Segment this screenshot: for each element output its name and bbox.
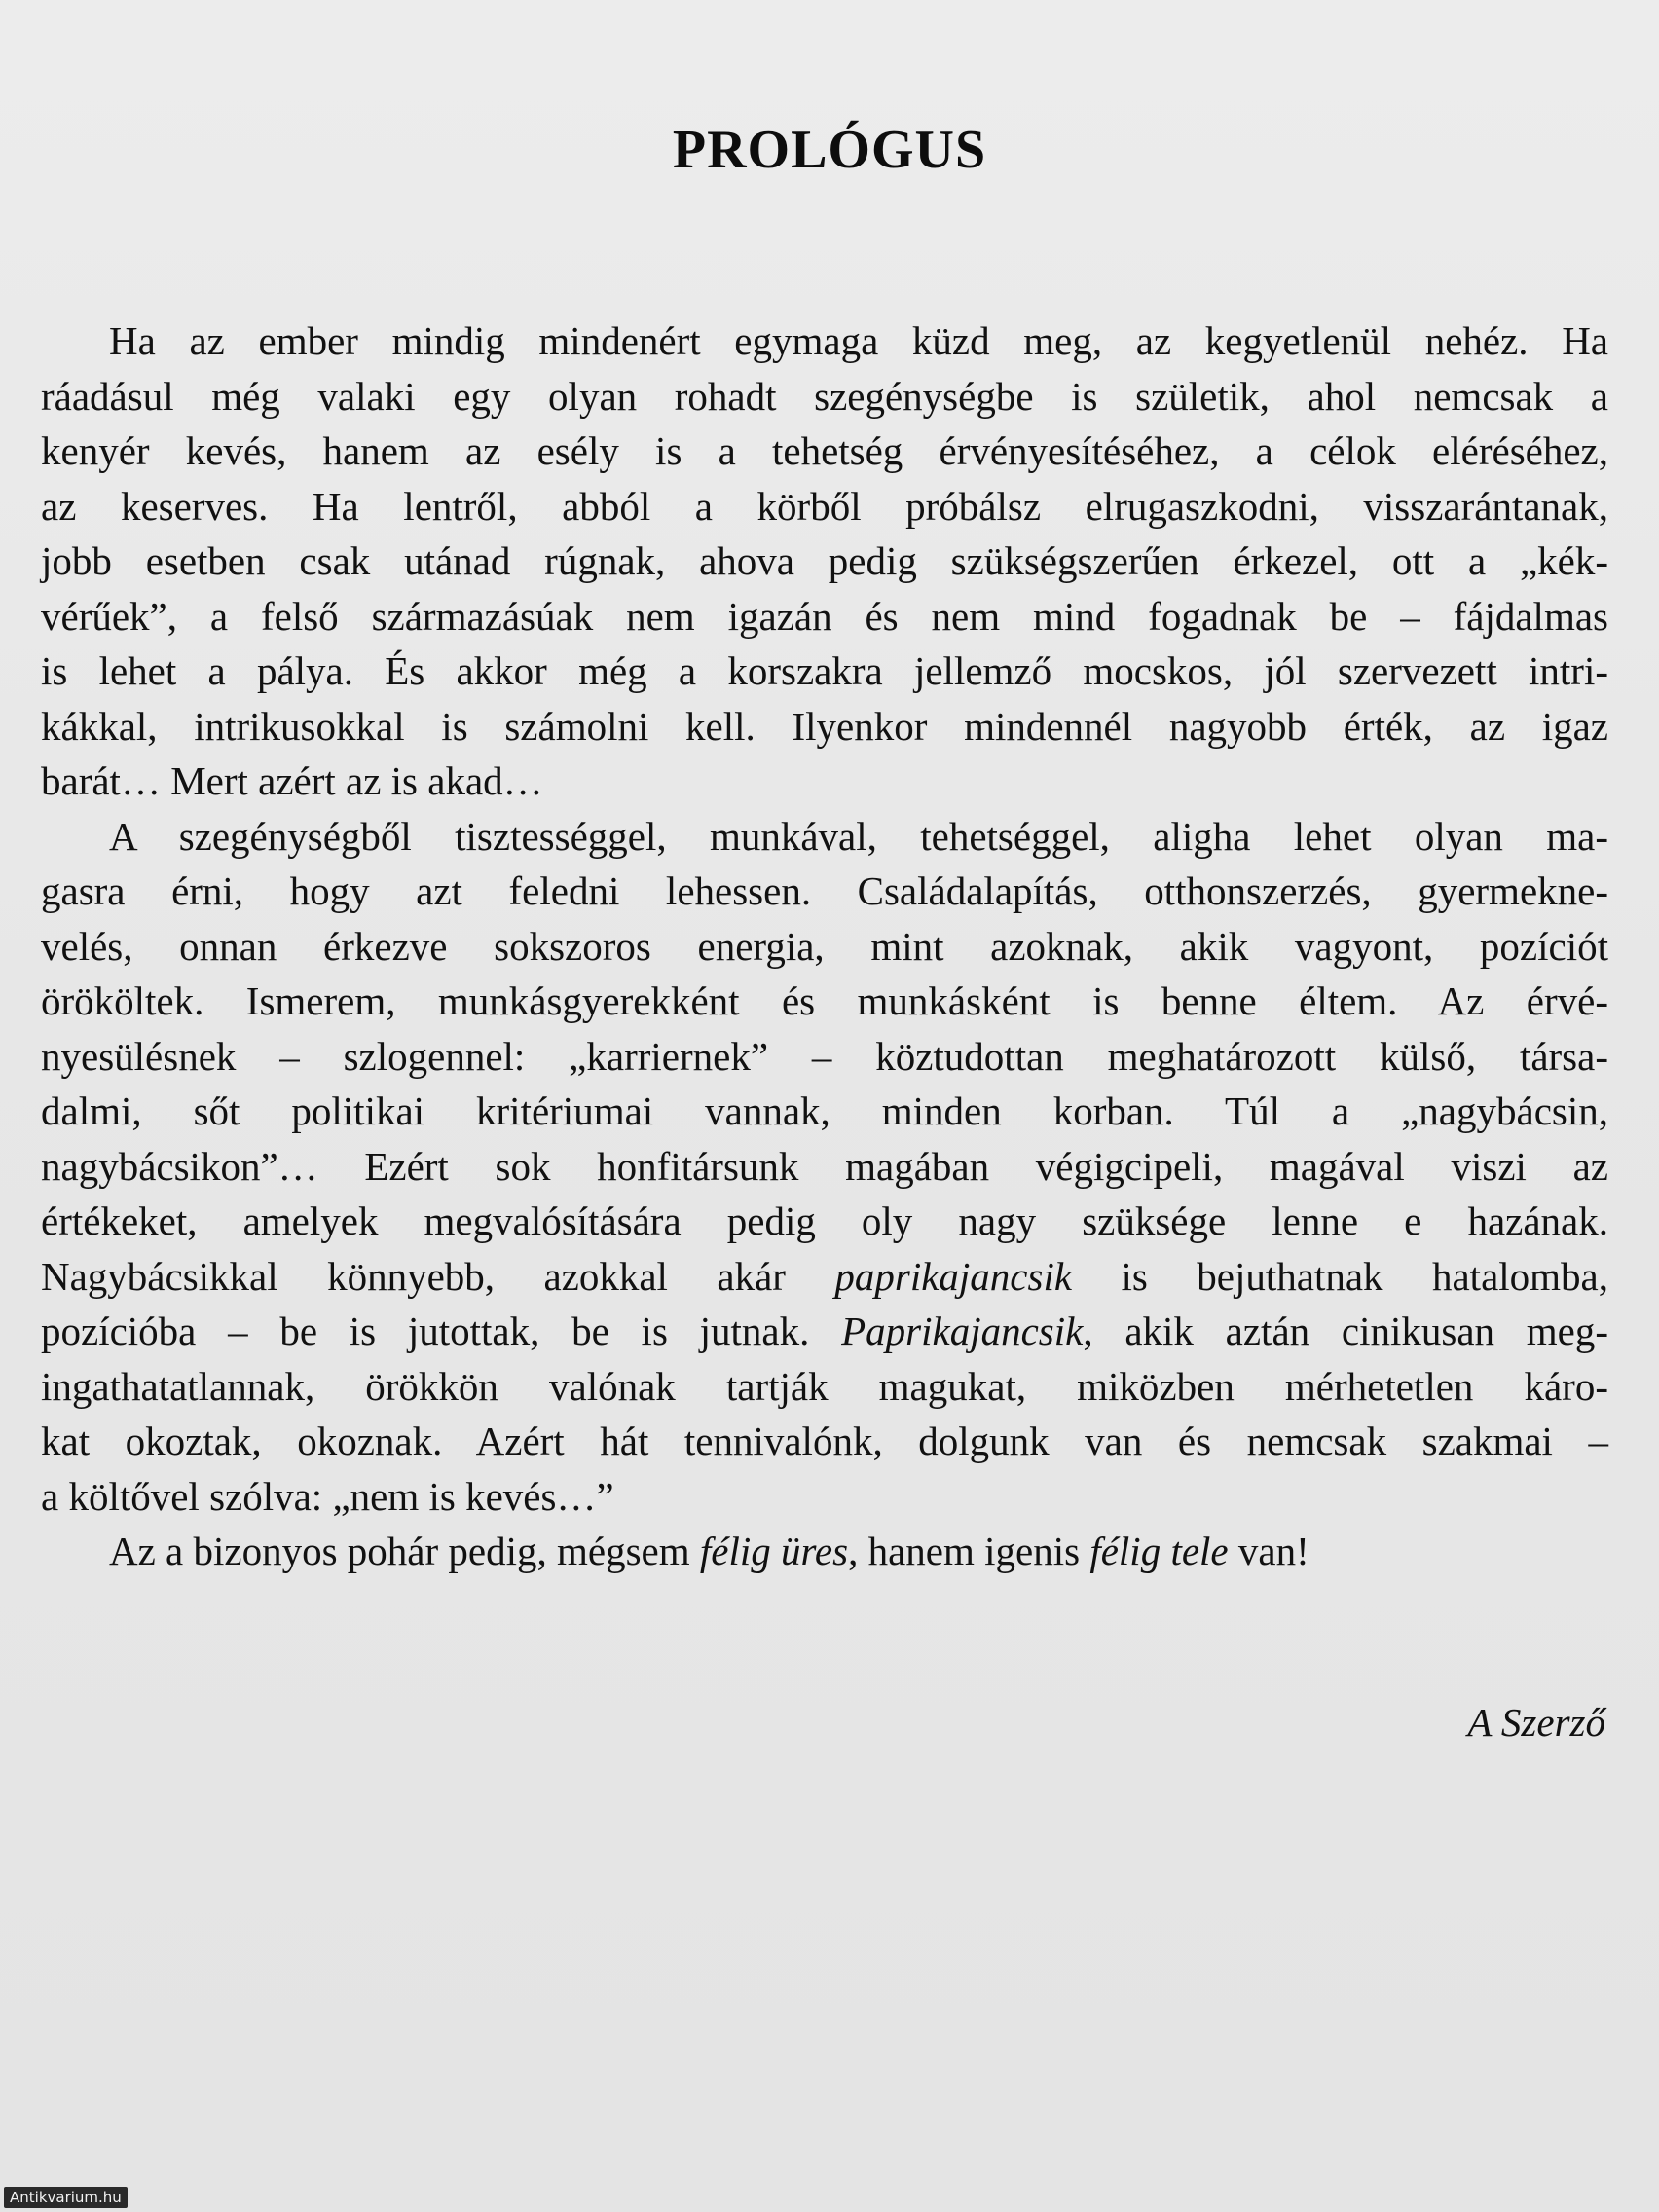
text-line: az keserves. Ha lentről, abból a körből próbálsz elrugaszkodni, visszarántanak, [41, 483, 1608, 529]
text-line: ingathatatlannak, örökkön valónak tartják magukat, miközben mérhetetlen káro- [41, 1363, 1608, 1409]
text-line: Ha az ember mindig mindenért egymaga küzd meg, az kegyetlenül nehéz. Ha [109, 318, 1608, 363]
prologue-body [41, 313, 1608, 1579]
text-line: nagybácsikon”… Ezért sok honfitársunk magában végigcipeli, magával viszi az [41, 1143, 1608, 1189]
text-line: értékeket, amelyek megvalósítására pedig oly nagy szüksége lenne e hazának. [41, 1198, 1608, 1243]
text-line: a költővel szólva: „nem is kevés…” [41, 1473, 614, 1519]
text-line: Az a bizonyos pohár pedig, mégsem félig üres, hanem igenis félig tele van! [109, 1529, 1309, 1573]
text-line: vérűek”, a felső származásúak nem igazán és nem mind fogadnak be – fájdalmas [41, 593, 1608, 639]
text-line: is lehet a pálya. És akkor még a korszakra jellemző mocskos, jól szervezett intri- [41, 648, 1608, 693]
paragraph-3 [41, 1524, 1608, 1579]
paragraph-2 [41, 809, 1608, 1525]
text-line: dalmi, sőt politikai kritériumai vannak, minden korban. Túl a „nagybácsin, [41, 1088, 1608, 1133]
text-line: kákkal, intrikusokkal is számolni kell. Ilyenkor mindennél nagyobb érték, az igaz [41, 703, 1608, 749]
text-line: jobb esetben csak utánad rúgnak, ahova pedig szükségszerűen érkezel, ott a „kék- [41, 538, 1608, 583]
text-line: pozícióba – be is jutottak, be is jutnak. Paprikajancsik, akik aztán cinikusan meg- [41, 1309, 1608, 1353]
page-title: PROLÓGUS [672, 120, 987, 180]
text-line: ráadásul még valaki egy olyan rohadt szegénységbe is születik, ahol nemcsak a [41, 373, 1608, 419]
text-line: örököltek. Ismerem, munkásgyerekként és munkásként is benne éltem. Az érvé- [41, 978, 1608, 1023]
watermark-logo: Antikvarium.hu [4, 2187, 128, 2208]
text-line: kenyér kevés, hanem az esély is a tehetség érvényesítéséhez, a célok eléréséhez, [41, 428, 1608, 473]
text-line: velés, onnan érkezve sokszoros energia, mint azoknak, akik vagyont, pozíciót [41, 923, 1608, 969]
text-line: barát… Mert azért az is akad… [41, 758, 543, 803]
paragraph-1 [41, 313, 1608, 809]
author-signature: A Szerző [1467, 1700, 1605, 1745]
text-line: kat okoztak, okoznak. Azért hát tennivalónk, dolgunk van és nemcsak szakmai – [41, 1419, 1608, 1463]
text-line: Nagybácsikkal könnyebb, azokkal akár paprikajancsik is bejuthatnak hatalomba, [41, 1253, 1608, 1299]
text-line: gasra érni, hogy azt feledni lehessen. Családalapítás, otthonszerzés, gyermekne- [41, 868, 1608, 913]
text-line: nyesülésnek – szlogennel: „karriernek” – köztudottan meghatározott külső, társa- [41, 1033, 1608, 1079]
text-line: A szegénységből tisztességgel, munkával, tehetséggel, aligha lehet olyan ma- [109, 813, 1608, 859]
